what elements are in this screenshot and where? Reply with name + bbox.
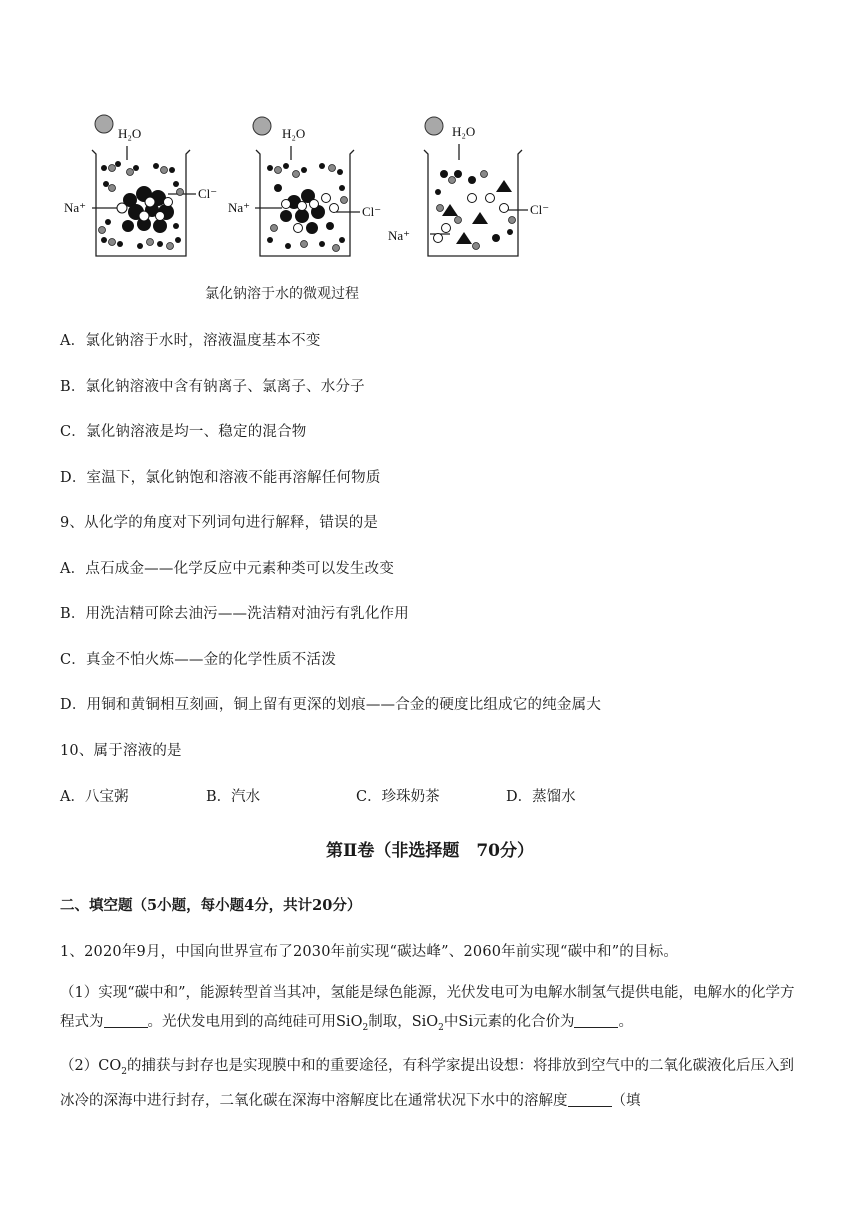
part2-title: 第Ⅱ卷（非选择题 70分） (326, 841, 534, 861)
q8-option-b: B．氯化钠溶液中含有钠离子、氯离子、水分子 (60, 379, 365, 395)
fill1-stem: 1、2020年9月，中国向世界宣布了2030年前实现“碳达峰”、2060年前实现“碳中和”的目标。 (60, 944, 679, 960)
figure-caption: 氯化钠溶于水的微观过程 (205, 286, 359, 302)
q10-stem: 10、属于溶液的是 (60, 743, 182, 759)
section2-title: 二、填空题（5小题，每小题4分，共计20分） (60, 897, 362, 914)
q9-option-d: D．用铜和黄铜相互刻画，铜上留有更深的划痕——合金的硬度比组成它的纯金属大 (60, 697, 602, 713)
fill1-part1-text-d: 中Si元素的化合价为 (443, 1014, 575, 1030)
nacl-dissolution-figure (60, 108, 560, 303)
fill1-part2-text-a: （2）CO (60, 1058, 122, 1074)
q10-option-b: B．汽水 (206, 789, 261, 805)
fill1-part2 (60, 1052, 805, 1116)
q9-stem: 9、从化学的角度对下列词句进行解释，错误的是 (60, 515, 379, 531)
label-cl-1: Cl⁻ (198, 186, 218, 201)
label-cl-3: Cl⁻ (530, 202, 550, 217)
fill1-part2-text-b: 的捕获与封存也是实现膜中和的重要途径，有科学家提出设想：将排放到空气中的二氧化碳液化后压入到冰冷的深海中进行封存，二氧化碳在深海中溶解度比在通常状况下水中的溶解度 (60, 1058, 794, 1109)
beakers-diagram (60, 108, 560, 278)
q9-option-b: B．用洗洁精可除去油污——洗洁精对油污有乳化作用 (60, 606, 409, 622)
fill1-part1-text-c: 制取，SiO (368, 1014, 439, 1030)
label-h2o-2: H₂O (282, 126, 306, 141)
q8-option-d: D．室温下，氯化钠饱和溶液不能再溶解任何物质 (60, 470, 381, 486)
answer-blank-3[interactable] (568, 1092, 612, 1107)
label-na-1: Na⁺ (64, 200, 87, 215)
answer-blank-2[interactable] (574, 1013, 618, 1028)
subscript-2: 2 (438, 1022, 444, 1033)
subscript-2: 2 (362, 1022, 369, 1033)
fill1-part2-text-c: （填 (611, 1092, 641, 1109)
q9-option-c: C．真金不怕火炼——金的化学性质不活泼 (60, 652, 336, 668)
q10-option-d: D．蒸馏水 (506, 789, 576, 805)
fill1-part1-text-a: （1）实现“碳中和”，能源转型首当其冲，氢能是绿色能源，光伏发电可为电解水制氢气提供电能，电解水的化学方程式为 (60, 985, 795, 1030)
q10-option-a: A．八宝粥 (60, 789, 129, 805)
fill1-part1-text-e: 。 (618, 1014, 633, 1030)
fill1-part1-text-b: 。光伏发电用到的高纯硅可用SiO (147, 1014, 363, 1030)
label-na-3: Na⁺ (388, 228, 411, 243)
label-na-2: Na⁺ (228, 200, 251, 215)
subscript-2: 2 (121, 1066, 127, 1077)
label-h2o-3: H₂O (452, 124, 476, 139)
fill1-part1 (60, 979, 805, 1043)
q10-option-c: C．珍珠奶茶 (356, 789, 440, 805)
q8-option-a: A．氯化钠溶于水时，溶液温度基本不变 (60, 333, 321, 349)
label-cl-2: Cl⁻ (362, 204, 382, 219)
answer-blank-1[interactable] (104, 1013, 148, 1028)
label-h2o-1: H₂O (118, 126, 142, 141)
q9-option-a: A．点石成金——化学反应中元素种类可以发生改变 (60, 561, 395, 577)
q8-option-c: C．氯化钠溶液是均一、稳定的混合物 (60, 424, 307, 440)
